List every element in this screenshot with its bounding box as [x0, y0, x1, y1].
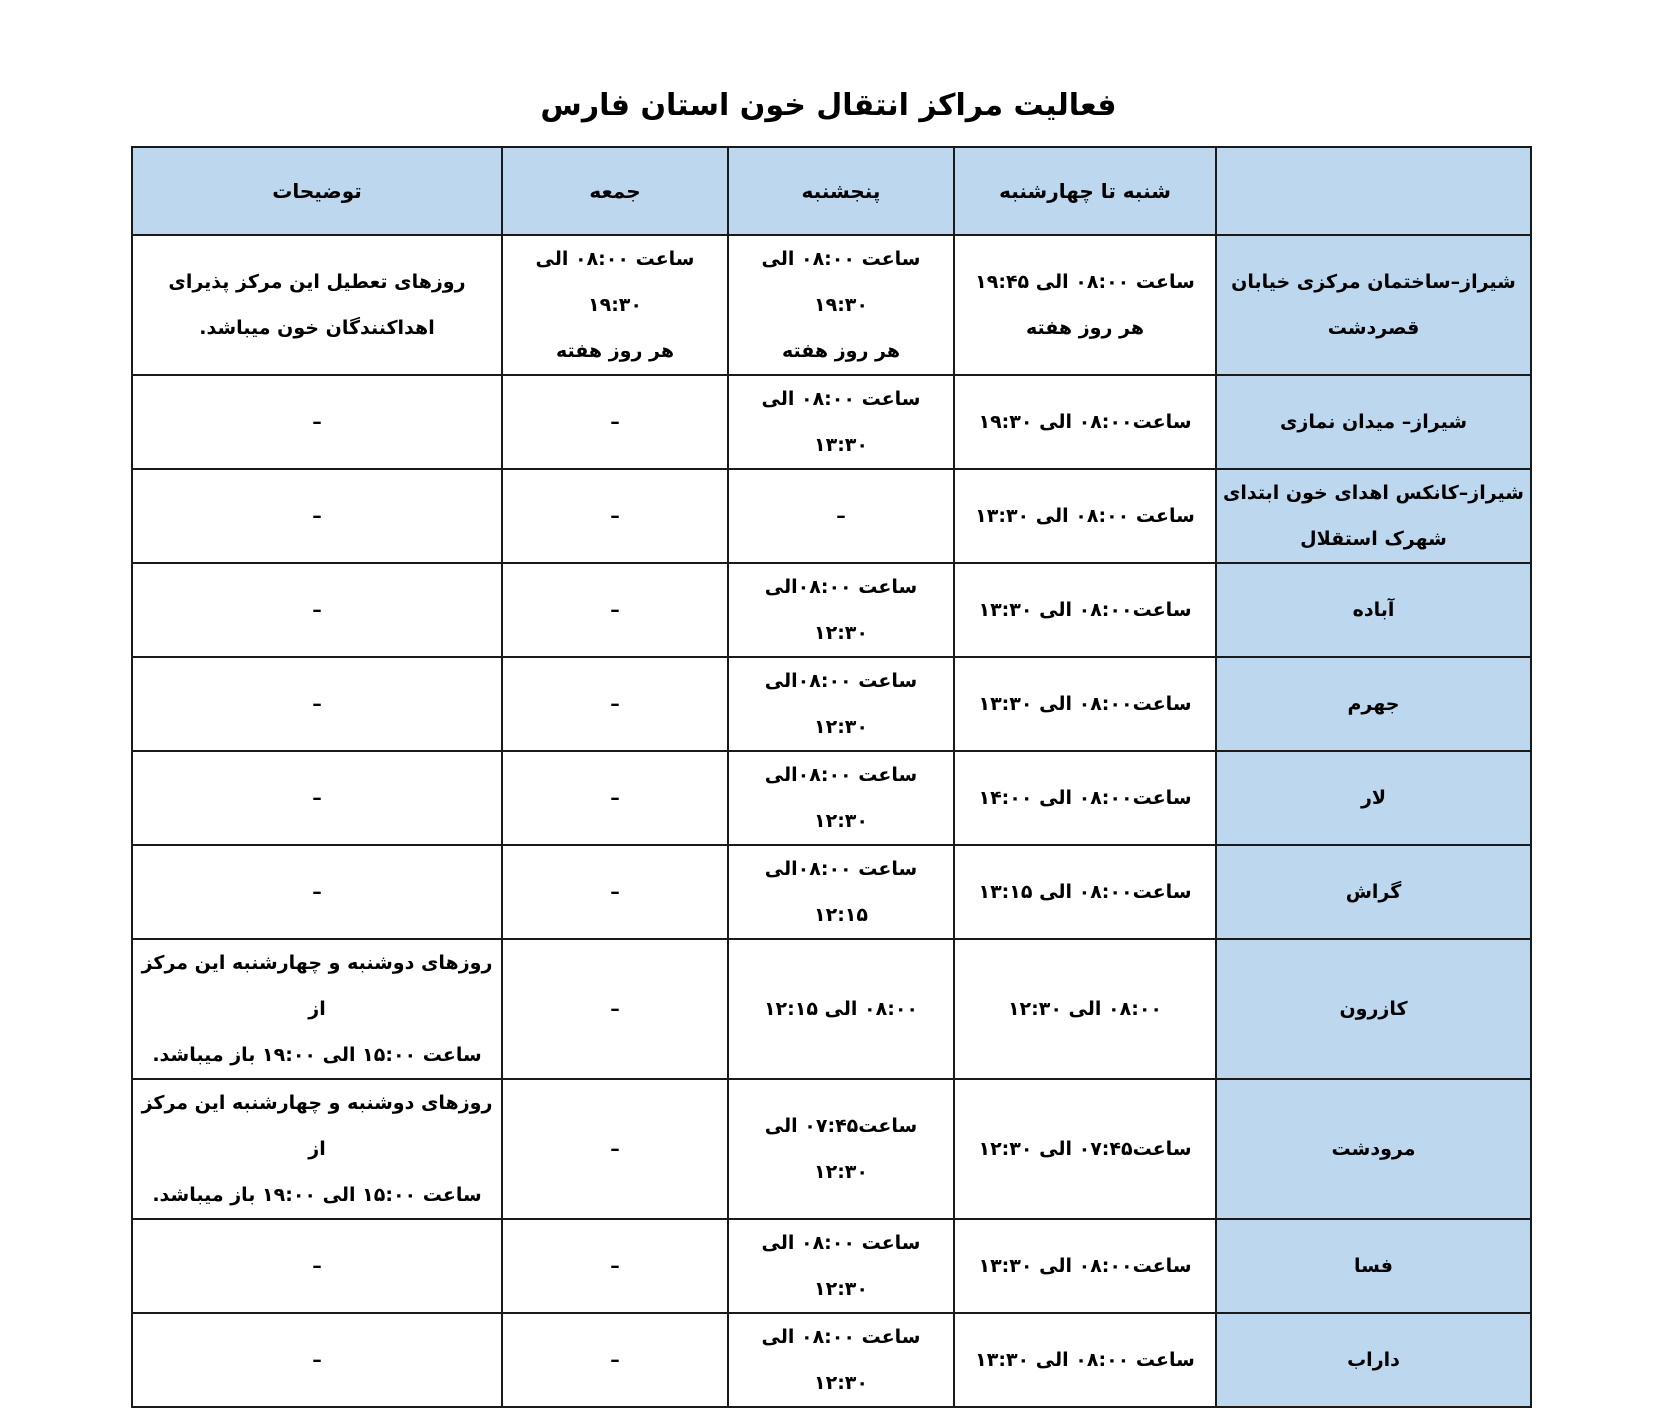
- friday-cell-line: هر روز هفته: [555, 340, 675, 362]
- sat-wed-cell: [954, 939, 1216, 1079]
- location-cell: [1216, 1219, 1531, 1313]
- notes-cell-line: –: [312, 787, 322, 809]
- sat-wed-cell: [954, 235, 1216, 375]
- location-cell: [1216, 375, 1531, 469]
- friday-cell-line: –: [610, 599, 620, 621]
- thursday-cell: [728, 1079, 954, 1219]
- location-cell-line: شهرک استقلال: [1300, 528, 1447, 550]
- thursday-cell: [728, 235, 954, 375]
- location-cell: [1216, 657, 1531, 751]
- sat-wed-cell: [954, 657, 1216, 751]
- friday-cell-line: –: [610, 411, 620, 433]
- sat-wed-cell-line: ساعت۰۷:۴۵ الی ۱۲:۳۰: [978, 1138, 1192, 1160]
- friday-cell: [502, 751, 728, 845]
- header-notes: توضیحات: [132, 147, 502, 235]
- notes-cell-line: اهداکنندگان خون میباشد.: [199, 317, 435, 339]
- header-sat-wed: شنبه تا چهارشنبه: [954, 147, 1216, 235]
- friday-cell-line: –: [610, 881, 620, 903]
- friday-cell-line: ساعت ۰۸:۰۰ الی ۱۹:۳۰: [535, 248, 695, 316]
- header-friday: جمعه: [502, 147, 728, 235]
- thursday-cell-line: ۰۸:۰۰ الی ۱۲:۱۵: [763, 998, 919, 1020]
- notes-cell: [132, 375, 502, 469]
- table-row: [132, 1219, 1531, 1313]
- table-row: [132, 845, 1531, 939]
- notes-cell: [132, 657, 502, 751]
- table-row: [132, 563, 1531, 657]
- sat-wed-cell-line: ساعت۰۸:۰۰ الی ۱۴:۰۰: [978, 787, 1192, 809]
- notes-cell: [132, 1079, 502, 1219]
- notes-cell: [132, 845, 502, 939]
- thursday-cell-line: ساعت ۰۸:۰۰الی ۱۲:۳۰: [764, 670, 918, 738]
- sat-wed-cell: [954, 469, 1216, 563]
- location-cell-line: کازرون: [1339, 998, 1408, 1020]
- friday-cell: [502, 845, 728, 939]
- table-row: [132, 1079, 1531, 1219]
- sat-wed-cell-line: ساعت۰۸:۰۰ الی ۱۹:۳۰: [978, 411, 1192, 433]
- friday-cell-line: –: [610, 1349, 620, 1371]
- thursday-cell-line: ساعت ۰۸:۰۰الی ۱۲:۱۵: [764, 858, 918, 926]
- notes-cell-line: روزهای دوشنبه و چهارشنبه این مرکز از: [141, 952, 493, 1020]
- location-cell: [1216, 563, 1531, 657]
- page-title: فعالیت مراکز انتقال خون استان فارس: [540, 88, 1117, 123]
- sat-wed-cell-line: ساعت۰۸:۰۰ الی ۱۳:۳۰: [978, 693, 1192, 715]
- sat-wed-cell-line: ساعت ۰۸:۰۰ الی ۱۹:۴۵: [975, 271, 1195, 293]
- notes-cell: [132, 1219, 502, 1313]
- notes-cell-line: –: [312, 599, 322, 621]
- table-row: [132, 235, 1531, 375]
- location-cell: [1216, 235, 1531, 375]
- friday-cell-line: –: [610, 1138, 620, 1160]
- notes-cell-line: روزهای تعطیل این مرکز پذیرای: [168, 271, 466, 293]
- notes-cell: [132, 563, 502, 657]
- location-cell-line: جهرم: [1347, 693, 1400, 715]
- sat-wed-cell-line: ساعت۰۸:۰۰ الی ۱۳:۳۰: [978, 1255, 1192, 1277]
- header-thursday: پنجشنبه: [728, 147, 954, 235]
- sat-wed-cell-line: هر روز هفته: [1025, 317, 1145, 339]
- sat-wed-cell: [954, 1079, 1216, 1219]
- sat-wed-cell-line: ۰۸:۰۰ الی ۱۲:۳۰: [1007, 998, 1163, 1020]
- friday-cell-line: –: [610, 998, 620, 1020]
- friday-cell: [502, 939, 728, 1079]
- friday-cell: [502, 235, 728, 375]
- friday-cell-line: –: [610, 787, 620, 809]
- header-location: [1216, 147, 1531, 235]
- sat-wed-cell: [954, 1313, 1216, 1407]
- thursday-cell-line: ساعت ۰۸:۰۰الی ۱۲:۳۰: [764, 764, 918, 832]
- location-cell-line: گراش: [1345, 881, 1402, 903]
- schedule-table: [131, 146, 1532, 1408]
- table-row: [132, 1313, 1531, 1407]
- sat-wed-cell: [954, 375, 1216, 469]
- table-row: [132, 751, 1531, 845]
- thursday-cell: [728, 845, 954, 939]
- thursday-cell-line: ساعت ۰۸:۰۰ الی ۱۹:۳۰: [761, 248, 921, 316]
- notes-cell: [132, 469, 502, 563]
- notes-cell-line: –: [312, 1349, 322, 1371]
- table-row: [132, 375, 1531, 469]
- thursday-cell-line: ساعت ۰۸:۰۰الی ۱۲:۳۰: [764, 576, 918, 644]
- friday-cell-line: –: [610, 505, 620, 527]
- friday-cell: [502, 563, 728, 657]
- notes-cell-line: –: [312, 881, 322, 903]
- thursday-cell-line: –: [836, 505, 846, 527]
- notes-cell-line: روزهای دوشنبه و چهارشنبه این مرکز از: [141, 1092, 493, 1160]
- friday-cell: [502, 469, 728, 563]
- sat-wed-cell: [954, 751, 1216, 845]
- sat-wed-cell: [954, 1219, 1216, 1313]
- thursday-cell-line: ساعت ۰۸:۰۰ الی ۱۲:۳۰: [761, 1232, 921, 1300]
- notes-cell-line: –: [312, 505, 322, 527]
- sat-wed-cell-line: ساعت ۰۸:۰۰ الی ۱۳:۳۰: [975, 505, 1195, 527]
- thursday-cell: [728, 751, 954, 845]
- location-cell: [1216, 751, 1531, 845]
- thursday-cell: [728, 1313, 954, 1407]
- thursday-cell-line: ساعت ۰۸:۰۰ الی ۱۳:۳۰: [761, 388, 921, 456]
- sat-wed-cell: [954, 845, 1216, 939]
- thursday-cell: [728, 563, 954, 657]
- friday-cell-line: –: [610, 693, 620, 715]
- location-cell-line: شیراز–ساختمان مرکزی خیابان: [1231, 271, 1516, 293]
- table-row: [132, 939, 1531, 1079]
- friday-cell: [502, 1313, 728, 1407]
- location-cell: [1216, 1079, 1531, 1219]
- thursday-cell: [728, 375, 954, 469]
- location-cell-line: قصردشت: [1327, 317, 1420, 339]
- table-row: [132, 657, 1531, 751]
- location-cell-line: شیراز– میدان نمازی: [1279, 411, 1468, 433]
- location-cell: [1216, 939, 1531, 1079]
- location-cell-line: آباده: [1352, 599, 1395, 621]
- sat-wed-cell-line: ساعت۰۸:۰۰ الی ۱۳:۱۵: [978, 881, 1192, 903]
- sat-wed-cell: [954, 563, 1216, 657]
- location-cell-line: لار: [1360, 787, 1387, 809]
- friday-cell: [502, 1219, 728, 1313]
- notes-cell: [132, 235, 502, 375]
- thursday-cell: [728, 939, 954, 1079]
- friday-cell: [502, 375, 728, 469]
- location-cell: [1216, 1313, 1531, 1407]
- location-cell: [1216, 845, 1531, 939]
- thursday-cell: [728, 469, 954, 563]
- thursday-cell: [728, 657, 954, 751]
- notes-cell: [132, 751, 502, 845]
- thursday-cell-line: ساعت۰۷:۴۵ الی ۱۲:۳۰: [764, 1115, 918, 1183]
- notes-cell-line: ساعت ۱۵:۰۰ الی ۱۹:۰۰ باز میباشد.: [152, 1044, 482, 1066]
- notes-cell-line: ساعت ۱۵:۰۰ الی ۱۹:۰۰ باز میباشد.: [152, 1184, 482, 1206]
- table-row: [132, 469, 1531, 563]
- notes-cell: [132, 939, 502, 1079]
- friday-cell-line: –: [610, 1255, 620, 1277]
- thursday-cell-line: ساعت ۰۸:۰۰ الی ۱۲:۳۰: [761, 1326, 921, 1394]
- friday-cell: [502, 1079, 728, 1219]
- notes-cell-line: –: [312, 1255, 322, 1277]
- location-cell-line: داراب: [1347, 1349, 1400, 1371]
- location-cell-line: شیراز–کانکس اهدای خون ابتدای: [1223, 482, 1524, 504]
- thursday-cell: [728, 1219, 954, 1313]
- sat-wed-cell-line: ساعت۰۸:۰۰ الی ۱۳:۳۰: [978, 599, 1192, 621]
- notes-cell-line: –: [312, 411, 322, 433]
- location-cell: [1216, 469, 1531, 563]
- sat-wed-cell-line: ساعت ۰۸:۰۰ الی ۱۳:۳۰: [975, 1349, 1195, 1371]
- location-cell-line: مرودشت: [1331, 1138, 1416, 1160]
- friday-cell: [502, 657, 728, 751]
- header-row: [132, 147, 1531, 235]
- notes-cell-line: –: [312, 693, 322, 715]
- notes-cell: [132, 1313, 502, 1407]
- thursday-cell-line: هر روز هفته: [781, 340, 901, 362]
- location-cell-line: فسا: [1354, 1255, 1393, 1277]
